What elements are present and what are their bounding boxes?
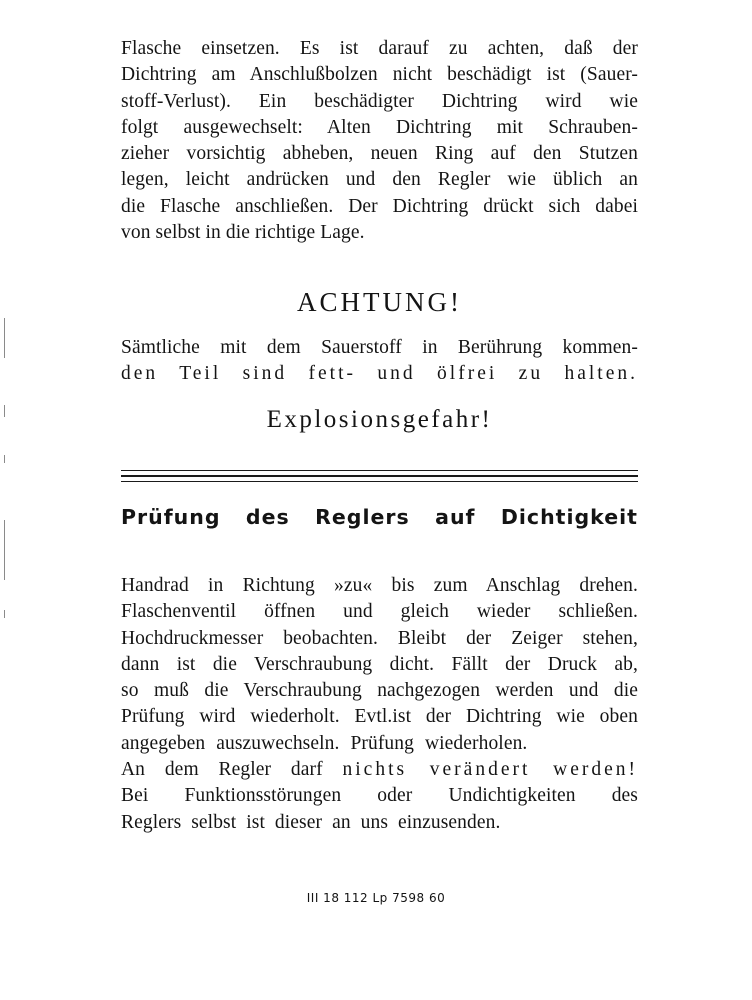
text-line: Prüfung wird wiederholt. Evtl.ist der Dichtring wie oben xyxy=(121,706,638,728)
text-line: folgt ausgewechselt: Alten Dichtring mit Schrauben- xyxy=(121,116,638,138)
scan-mark xyxy=(4,610,5,618)
text-line: Dichtring am Anschlußbolzen nicht beschädigt ist (Sauer- xyxy=(121,64,638,86)
divider-line xyxy=(121,475,638,477)
regler-text-emphasis: nichts verändert werden! xyxy=(342,759,638,781)
text-line: Handrad in Richtung »zu« bis zum Anschlag drehen. xyxy=(121,575,638,596)
text-line: zieher vorsichtig abheben, neuen Ring auf den Stutzen xyxy=(121,143,638,165)
warning-paragraph xyxy=(121,335,638,388)
text-line: Bei Funktionsstörungen oder Undichtigkeiten des xyxy=(121,785,638,807)
text-line: dann ist die Verschraubung dicht. Fällt der Druck ab, xyxy=(121,653,638,675)
section-title: Prüfung des Reglers auf Dichtigkeit xyxy=(121,505,638,529)
text-line: die Flasche anschließen. Der Dichtring drückt sich dabei xyxy=(121,195,638,217)
text-line: so muß die Verschraubung nachgezogen werden und die xyxy=(121,680,638,702)
text-line: angegeben auszuwechseln. Prüfung wiederholen. xyxy=(121,732,528,754)
regler-text-start: An dem Regler darf xyxy=(121,759,323,781)
scan-mark xyxy=(4,318,5,358)
text-line xyxy=(121,757,638,783)
text-line: Hochdruckmesser beobachten. Bleibt der Zeiger stehen, xyxy=(121,627,638,649)
text-line: Reglers selbst ist dieser an uns einzusenden. xyxy=(121,811,501,833)
text-line: stoff-Verlust). Ein beschädigter Dichtring wird wie xyxy=(121,90,638,112)
scan-mark xyxy=(4,455,5,463)
section-divider xyxy=(121,470,638,486)
text-line: Sämtliche mit dem Sauerstoff in Berührung kommen- xyxy=(121,337,638,358)
text-line: von selbst in die richtige Lage. xyxy=(121,222,365,244)
text-line: Flasche einsetzen. Es ist darauf zu achten, daß der xyxy=(121,38,638,59)
print-code: III 18 112 Lp 7598 60 xyxy=(306,891,446,905)
explosion-warning: Explosionsgefahr! xyxy=(266,406,493,433)
scan-mark xyxy=(4,520,5,580)
scan-mark xyxy=(4,405,5,417)
section-paragraph xyxy=(121,573,638,836)
intro-paragraph xyxy=(121,36,638,246)
divider-line xyxy=(121,481,638,482)
text-line: legen, leicht andrücken und den Regler wie üblich an xyxy=(121,169,638,191)
divider-line xyxy=(121,470,638,471)
warning-heading: ACHTUNG! xyxy=(297,287,462,317)
text-line: Flaschenventil öffnen und gleich wieder schließen. xyxy=(121,601,638,623)
text-line: den Teil sind fett- und ölfrei zu halten. xyxy=(121,363,638,385)
